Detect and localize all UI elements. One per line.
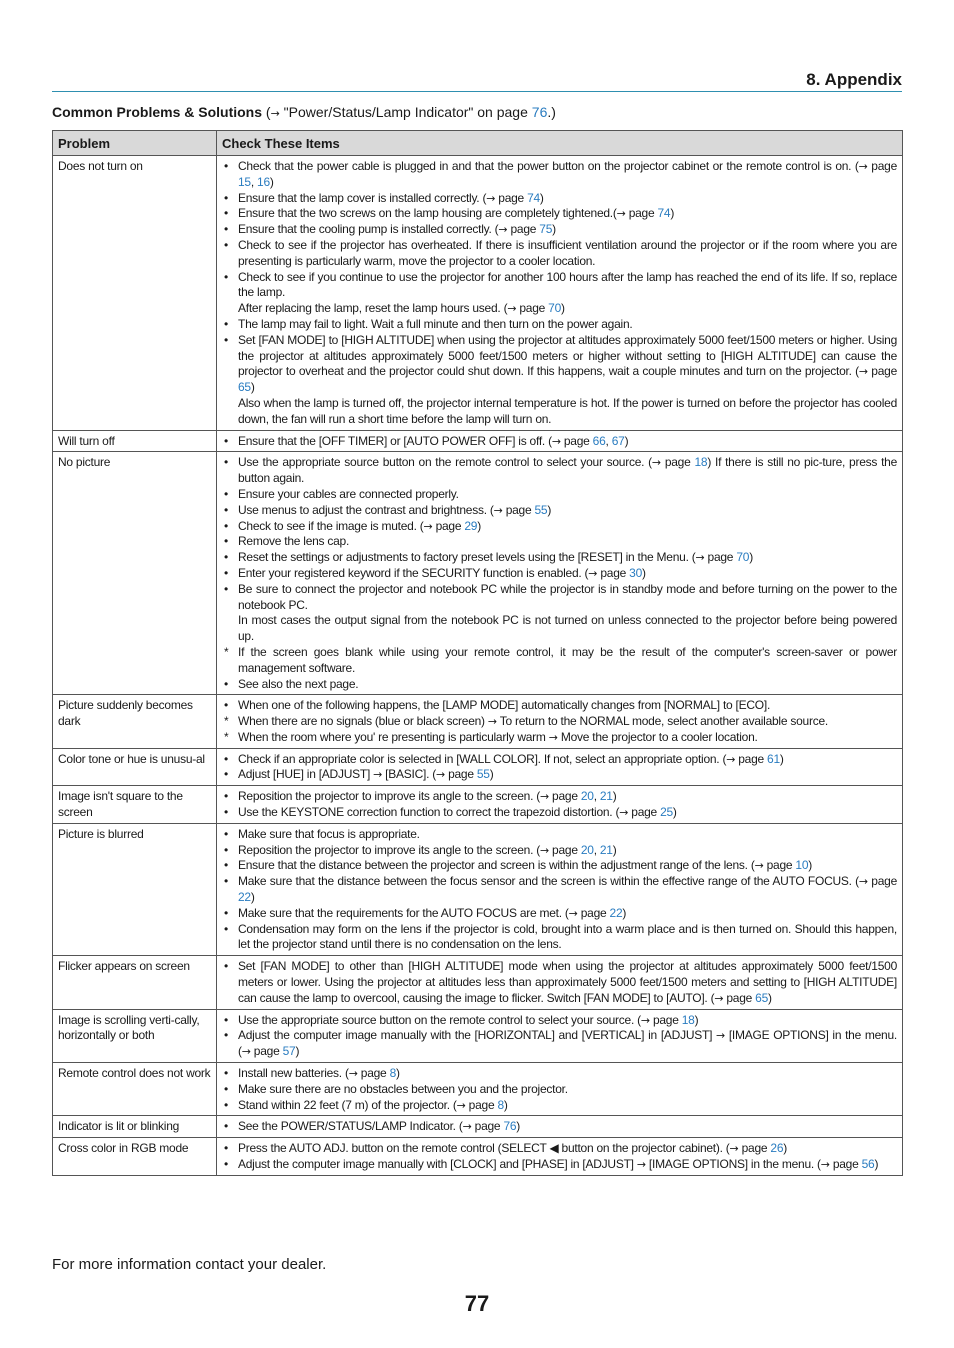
page-word: page [625,206,658,221]
page-number: 77 [464,1291,490,1316]
page-word: page [704,550,737,565]
page-link[interactable]: 15 [238,174,251,189]
item-text: Also when the lamp is turned off, the projector internal temperature is hot. If the power is turned on before the projector has cooled down, the fan will run a short time before the lamp will turn on. [238,395,897,426]
problem-cell: Picture is blurred [53,823,217,955]
check-item [222,550,897,566]
item-text: When the room where you' re presenting is particularly warm [238,729,549,744]
column-header-check-items: Check These Items [217,131,903,156]
check-items-cell [217,1116,903,1138]
page-word: page [723,990,756,1005]
item-text: ) [612,842,617,857]
table-row [53,823,903,955]
arrow-icon: → [486,191,496,205]
arrow-icon: → [348,1067,358,1081]
arrow-icon: → [716,1029,725,1043]
footer-note: For more information contact your dealer. [52,1256,327,1273]
item-text: ) [552,222,556,237]
page-word: page [738,1141,771,1156]
page-link[interactable]: 74 [527,190,540,205]
item-text: Ensure that the two screws on the lamp housing are completely tightened.( [238,206,617,221]
check-item [222,1082,897,1098]
page-word: page [628,805,661,820]
page-link[interactable]: 21 [599,789,613,804]
arrow-icon: → [695,551,705,565]
check-items-list [222,1119,897,1135]
item-text: Use the KEYSTONE correction function to correct the trapezoid distortion. ( [238,805,620,820]
item-text: ) [516,1119,521,1134]
page-link[interactable]: 20 [580,789,594,804]
check-items-cell [217,1138,903,1176]
check-item [222,906,897,922]
arrow-icon: → [588,566,598,580]
check-items-cell [217,786,903,824]
item-text: Move the projector to a cooler location. [557,729,758,744]
item-text: See the POWER/STATUS/LAMP Indicator. ( [238,1119,463,1134]
item-text: Use the appropriate source button on the remote control to select your source. ( [238,455,652,470]
arrow-icon: → [493,503,503,517]
item-text: Check to see if the projector has overheated. If there is insufficient ventilation around the projector or if the room where you are presenting is particularly warm, move the projector to a cooler location. [238,237,897,268]
problem-cell: Remote control does not work [53,1063,217,1116]
page-link[interactable]: 8 [389,1066,396,1081]
item-text: ) If there is still no pic-ture, press the button again. [238,455,897,486]
item-text: Check that the power cable is plugged in and that the power button on the projector cabinet or the remote control is on. ( [238,159,859,173]
item-text: , [593,842,600,857]
item-text: ) [477,518,481,533]
check-item [222,333,897,396]
page-word: page [548,842,581,857]
item-text: Reset the settings or adjustments to factory preset levels using the [RESET] in the Menu. ( [238,550,696,565]
item-text: , [250,174,258,189]
item-text: [IMAGE OPTIONS] in the menu. ( [645,1157,821,1172]
page-link[interactable]: 29 [464,518,478,533]
item-text: Make sure that focus is appropriate. [238,826,420,841]
page-link[interactable]: 26 [770,1141,784,1156]
page-link[interactable]: 67 [611,433,625,448]
item-text: In most cases the output signal from the notebook PC is not turned on unless connected to the projector before being powered up. [238,613,897,644]
check-items-cell [217,823,903,955]
item-text: Make sure that the requirements for the AUTO FOCUS are met. ( [238,905,569,920]
check-items-list [222,789,897,821]
page-link[interactable]: 70 [548,301,562,316]
check-item [222,1098,897,1114]
problem-cell: Color tone or hue is unusu-al [53,748,217,786]
page-link[interactable]: 56 [861,1157,875,1172]
arrow-icon: → [423,519,433,533]
item-text: ) [624,433,629,448]
caption-text: "Power/Status/Lamp Indicator" on page [279,104,532,120]
item-text: When one of the following happens, the [LAMP MODE] automatically changes from [NORMAL] to [ECO]. [238,698,771,713]
check-item [222,789,897,805]
check-items-cell [217,748,903,786]
page-link[interactable]: 22 [238,890,251,905]
page-word: page [507,222,540,237]
check-item [222,959,897,1006]
item-text: ) [768,990,772,1005]
item-text: ) [874,1157,879,1172]
check-items-list [222,752,897,784]
arrow-icon: → [462,1120,472,1134]
page-link[interactable]: 57 [282,1044,296,1059]
arrow-icon: → [568,906,578,920]
page-word: page [357,1066,390,1081]
page-link[interactable]: 55 [476,767,490,782]
table-row [53,1009,903,1062]
check-item [222,1028,897,1060]
check-items-list [222,959,897,1006]
item-text: ) [694,1012,699,1027]
arrow-icon: → [507,302,517,316]
table-row [53,1116,903,1138]
arrow-icon: → [714,991,724,1005]
arrow-icon: → [456,1098,466,1112]
item-text: See also the next page. [238,676,359,691]
check-item [222,222,897,238]
check-items-list [222,159,897,428]
item-text: ) [672,805,677,820]
check-items-cell [217,1063,903,1116]
item-text: ) [269,174,274,189]
item-text: , [605,433,612,448]
section-header [52,70,902,92]
page-link[interactable]: 18 [694,455,708,470]
arrow-icon: → [551,434,561,448]
check-item [222,1119,897,1135]
page-word: page [502,502,535,517]
check-item [222,270,897,302]
arrow-icon: → [636,1158,646,1172]
item-text: Stand within 22 feet (7 m) of the projector. ( [238,1097,457,1112]
page-word: page [577,905,610,920]
arrow-icon: → [619,806,629,820]
caption-title: Common Problems & Solutions [52,104,263,120]
item-text: ) [503,1097,508,1112]
arrow-icon: → [858,365,868,379]
arrow-icon: → [540,843,549,857]
table-caption [52,104,902,122]
arrow-icon: → [498,223,508,237]
check-item [222,805,897,821]
item-text: ) [396,1066,400,1081]
page-word: page [660,455,695,470]
page-word: page [516,301,549,316]
page-link[interactable]: 55 [534,502,548,517]
item-text: , [593,789,600,804]
item-text: To return to the NORMAL mode, select another available source. [496,714,828,729]
check-items-cell [217,156,903,431]
page-link[interactable]: 18 [681,1012,695,1027]
page-link[interactable]: 21 [599,842,613,857]
check-items-list [222,455,897,692]
item-text: ) [783,1141,787,1156]
check-item [222,455,897,487]
item-text: When there are no signals (blue or black screen) [238,714,488,729]
check-item-continuation [222,301,897,317]
table-row [53,956,903,1009]
item-text: Check if an appropriate color is selected in [WALL COLOR]. If not, select an appropriate option. ( [238,751,727,766]
problem-cell: Indicator is lit or blinking [53,1116,217,1138]
table-row [53,430,903,452]
item-text: Ensure that the [OFF TIMER] or [AUTO POWER OFF] is off. ( [238,433,552,448]
check-item [222,191,897,207]
item-text: ) [547,502,552,517]
check-item [222,1066,897,1082]
check-item [222,843,897,859]
page-link[interactable]: 25 [660,805,673,820]
check-items-cell [217,452,903,695]
problem-cell: Picture suddenly becomes dark [53,695,217,748]
page-link[interactable]: 65 [238,380,251,395]
item-text: Use the appropriate source button on the remote control to select your source. ( [238,1012,641,1027]
arrow-icon: → [548,730,558,744]
item-text: Ensure that the cooling pump is installed correctly. ( [238,222,499,237]
item-text: Ensure that the distance between the projector and screen is within the adjustment range of the lens. ( [238,858,755,873]
check-items-cell [217,430,903,452]
arrow-icon: → [754,859,764,873]
page-word: page [649,1012,682,1027]
arrow-icon: → [726,752,736,766]
page-word: page [548,789,581,804]
arrow-icon: → [729,1142,739,1156]
problem-cell: Does not turn on [53,156,217,431]
check-item [222,206,897,222]
check-items-list [222,1141,897,1173]
check-items-cell [217,1009,903,1062]
arrow-icon: → [540,790,549,804]
page-word: page [445,767,477,782]
item-text: Ensure that the lamp cover is installed correctly. ( [238,190,487,205]
item-text: ) [779,751,784,766]
item-text: Remove the lens cap. [238,534,350,549]
page-link[interactable]: 10 [795,858,809,873]
table-row [53,786,903,824]
check-item [222,566,897,582]
caption-close: .) [547,104,556,120]
page-link[interactable]: 66 [592,433,606,448]
page-word: page [829,1157,862,1172]
table-body [53,156,903,1176]
check-item [222,922,897,954]
arrow-icon: → [436,768,445,782]
item-text: Install new batteries. ( [238,1066,349,1081]
check-items-list [222,827,897,953]
page-link[interactable]: 65 [755,990,769,1005]
item-text: Be sure to connect the projector and notebook PC while the projector is in standby mode and before turning on the power to the notebook PC. [238,581,897,612]
table-row [53,156,903,431]
item-text: Set [FAN MODE] to [HIGH ALTITUDE] when using the projector at altitudes approximately 5000 feet/1500 meters or higher. Using the projector at altitudes approximately 5000 feet/1500 meters or higher without setting to [HIGH ALTITUDE] can cause the projector to overheat and the projector could shut down. If this happens, wait a couple minutes and turn on the projector. ( [238,332,897,379]
problem-cell: Cross color in RGB mode [53,1138,217,1176]
page-link[interactable]: 75 [539,222,553,237]
note-item [222,714,897,730]
page-link[interactable]: 74 [657,206,671,221]
page-word: page [735,751,768,766]
item-text: After replacing the lamp, reset the lamp hours used. ( [238,301,508,316]
check-item [222,767,897,783]
check-item [222,582,897,614]
page-link[interactable]: 8 [497,1097,504,1112]
check-item [222,159,897,191]
check-item [222,1157,897,1173]
check-item [222,317,897,333]
item-text: Set [FAN MODE] to other than [HIGH ALTITUDE] mode when using the projector at altitudes approximately 5000 feet/1500 meters or lower. Using the projector at altitudes less than approximately 5000 feet/1500 meters and setting to [HIGH ALTITUDE] can cause the lamp to overcool, causing the image to flicker. Switch [FAN MODE] to [AUTO]. ( [238,959,897,1005]
check-item [222,677,897,693]
page-word: page [495,190,528,205]
arrow-icon: → [858,875,868,889]
item-text: Make sure there are no obstacles between you and the projector. [238,1081,568,1096]
section-title: 8. Appendix [806,70,902,89]
table-header-row [53,131,903,156]
check-items-list [222,434,897,450]
item-text: ) [561,301,565,316]
check-item [222,858,897,874]
page-word: page [432,518,465,533]
check-items-list [222,1066,897,1113]
item-text: ) [612,789,617,804]
item-text: Ensure your cables are connected properly. [238,486,459,501]
item-text: If the screen goes blank while using your remote control, it may be the result of the computer's screen-saver or power management software. [238,644,897,675]
item-text: Make sure that the distance between the focus sensor and the screen is within the effective range of the AUTO FOCUS. ( [238,874,859,889]
check-item [222,534,897,550]
item-text: Use menus to adjust the contrast and brightness. ( [238,502,494,517]
page-word: page [867,364,897,379]
page-link[interactable]: 76 [531,104,548,120]
page-link[interactable]: 70 [736,550,750,565]
arrow-icon: → [373,768,383,782]
troubleshooting-table [52,130,903,1176]
problem-cell: Image is scrolling verti-cally, horizontally or both [53,1009,217,1062]
column-header-problem: Problem [53,131,217,156]
item-text: Check to see if you continue to use the projector for another 100 hours after the lamp has reached the end of its life. If so, replace the lamp. [238,269,897,300]
page-word: page [867,159,898,173]
page-word: page [763,858,796,873]
check-item [222,519,897,535]
item-text: ) [250,380,255,395]
check-items-cell [217,956,903,1009]
item-text: ) [250,890,255,905]
item-text: ) [489,767,494,782]
item-text: Enter your registered keyword if the SECURITY function is enabled. ( [238,565,589,580]
page-word: page [560,433,593,448]
item-text: Adjust [HUE] in [ADJUST] [238,767,374,782]
note-item [222,645,897,677]
item-text: ) [295,1044,300,1059]
table-row [53,748,903,786]
page-link[interactable]: 20 [580,842,594,857]
item-text: [BASIC]. ( [382,767,437,782]
caption-open: ( [262,104,271,120]
check-items-list [222,1013,897,1060]
table-row [53,1063,903,1116]
arrow-icon: → [270,107,280,120]
page-link[interactable]: 30 [629,565,642,580]
page-word: page [597,565,630,580]
item-text: Check to see if the image is muted. ( [238,518,424,533]
table-row [53,452,903,695]
item-text: Condensation may form on the lens if the projector is cold, brought into a warm place and is then turned on. Should this happen, let the projector stand until there is no condensation on the lens. [238,921,897,952]
page-word: page [471,1119,504,1134]
check-items-list [222,698,897,745]
item-text: [IMAGE OPTIONS] in the menu. ( [238,1028,897,1059]
check-item [222,487,897,503]
page-link[interactable]: 76 [503,1119,517,1134]
problem-cell: No picture [53,452,217,695]
arrow-icon: → [858,160,868,173]
check-item [222,1141,897,1157]
check-item [222,434,897,450]
arrow-icon: → [241,1045,251,1059]
arrow-icon: → [616,207,626,221]
arrow-icon: → [487,715,497,729]
item-text: Reposition the projector to improve its angle to the screen. ( [238,789,540,804]
check-item [222,1013,897,1029]
table-row [53,1138,903,1176]
item-text: Adjust the computer image manually with [CLOCK] and [PHASE] in [ADJUST] [238,1157,637,1172]
check-item [222,238,897,270]
problem-cell: Will turn off [53,430,217,452]
page-link[interactable]: 16 [257,174,270,189]
page-link[interactable]: 61 [767,751,780,766]
check-item-continuation [222,396,897,428]
item-text: ) [670,206,675,221]
arrow-icon: → [820,1158,830,1172]
check-item [222,827,897,843]
check-item [222,874,897,906]
check-item [222,503,897,519]
page-word: page [867,874,897,889]
item-text: Reposition the projector to improve its angle to the screen. ( [238,842,540,857]
table-row [53,695,903,748]
item-text: ) [539,190,544,205]
problem-cell: Image isn't square to the screen [53,786,217,824]
item-text: Adjust the computer image manually with the [HORIZONTAL] and [VERTICAL] in [ADJUST] [238,1028,717,1043]
page-word: page [250,1044,283,1059]
check-item [222,698,897,714]
check-item-continuation [222,613,897,645]
item-text: ) [749,550,753,565]
arrow-icon: → [651,456,661,470]
item-text: Press the AUTO ADJ. button on the remote control (SELECT ◀ button on the projector cabinet). ( [238,1141,730,1156]
page-word: page [465,1097,498,1112]
note-item [222,730,897,746]
item-text: ) [808,858,813,873]
check-items-cell [217,695,903,748]
check-item [222,752,897,768]
item-text: ) [622,905,627,920]
arrow-icon: → [640,1013,650,1027]
item-text: ) [642,565,646,580]
page-link[interactable]: 22 [609,905,623,920]
item-text: The lamp may fail to light. Wait a full minute and then turn on the power again. [238,316,633,331]
problem-cell: Flicker appears on screen [53,956,217,1009]
